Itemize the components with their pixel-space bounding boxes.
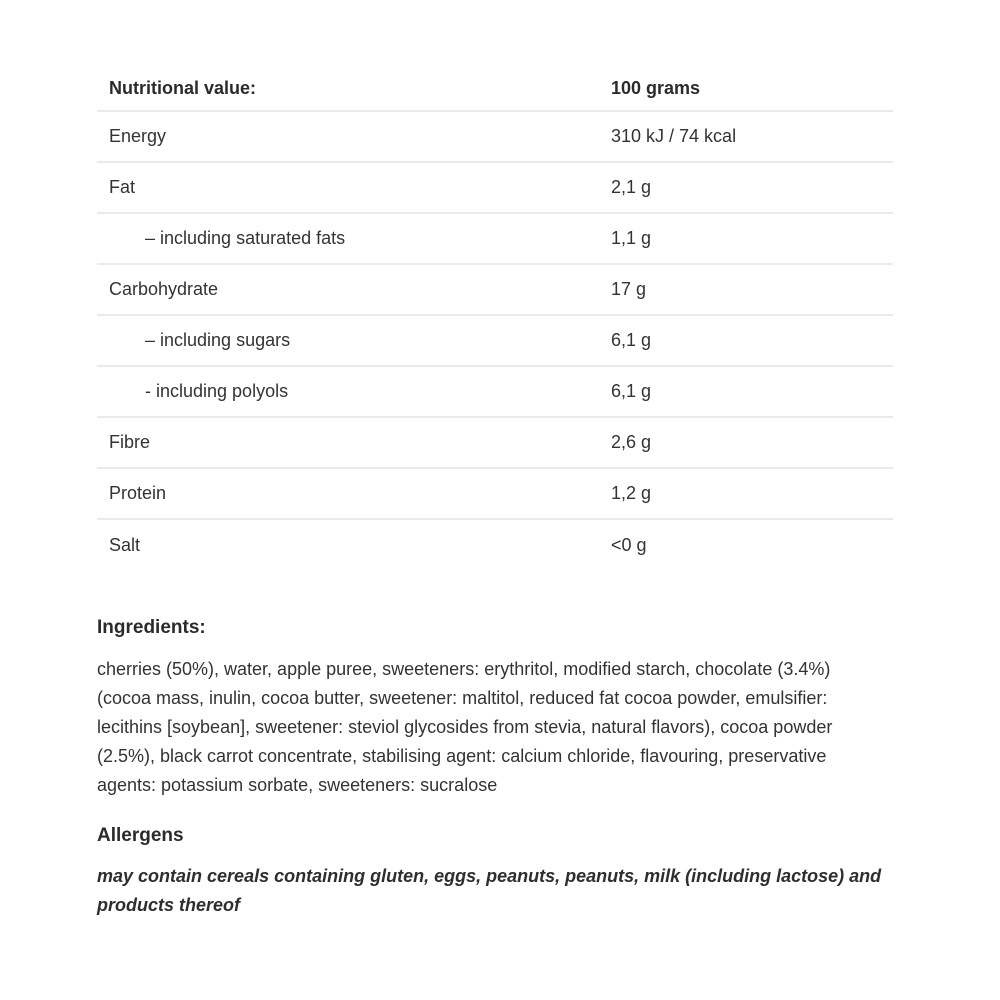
nutrient-label: Fat bbox=[109, 177, 136, 197]
nutrient-value: 310 kJ / 74 kcal bbox=[611, 126, 737, 146]
table-row-energy bbox=[97, 112, 893, 163]
nutrient-value: <0 g bbox=[611, 535, 647, 555]
table-header-row bbox=[97, 66, 893, 112]
nutrient-label: – including saturated fats bbox=[145, 228, 346, 248]
allergens-text: may contain cereals containing gluten, eggs, peanuts, peanuts, milk (including lactose) and products thereof bbox=[97, 866, 882, 915]
ingredients-heading: Ingredients: bbox=[97, 617, 206, 638]
nutrient-value: 6,1 g bbox=[611, 381, 652, 401]
nutrition-table bbox=[97, 66, 893, 571]
table-row-sugars bbox=[97, 316, 893, 367]
nutrient-value: 2,6 g bbox=[611, 432, 652, 452]
nutrient-value: 1,2 g bbox=[611, 483, 652, 503]
table-row-fat bbox=[97, 163, 893, 214]
table-row-carbohydrate bbox=[97, 265, 893, 316]
table-header-amount: 100 grams bbox=[611, 77, 701, 98]
nutrient-value: 6,1 g bbox=[611, 330, 652, 350]
nutrition-info-panel bbox=[97, 66, 893, 920]
nutrient-label: Fibre bbox=[109, 432, 151, 452]
nutrient-label: Carbohydrate bbox=[109, 279, 219, 299]
table-row-fibre bbox=[97, 418, 893, 469]
nutrient-label: – including sugars bbox=[145, 330, 291, 350]
nutrient-label: - including polyols bbox=[145, 381, 289, 401]
nutrient-label: Protein bbox=[109, 483, 167, 503]
nutrient-value: 17 g bbox=[611, 279, 647, 299]
nutrient-value: 1,1 g bbox=[611, 228, 652, 248]
nutrient-label: Energy bbox=[109, 126, 167, 146]
ingredients-text: cherries (50%), water, apple puree, sweeteners: erythritol, modified starch, chocolate (3.4%) (cocoa mass, inulin, cocoa butter, sweetener: maltitol, reduced fat cocoa powder, emulsifier: lecithins [soybean], sweetener: steviol glycosides from stevia, natural flavors), cocoa powder (2.5%), black carrot concentrate, stabilising agent: calcium chloride, flavouring, preservative agents: potassium sorbate, sweeteners: sucralose bbox=[97, 659, 833, 795]
table-row-protein bbox=[97, 469, 893, 520]
nutrient-label: Salt bbox=[109, 535, 141, 555]
table-row-polyols bbox=[97, 367, 893, 418]
table-row-salt bbox=[97, 520, 893, 571]
allergens-heading: Allergens bbox=[97, 825, 184, 846]
table-row-saturated-fats bbox=[97, 214, 893, 265]
table-header-label: Nutritional value: bbox=[109, 77, 257, 98]
nutrient-value: 2,1 g bbox=[611, 177, 652, 197]
